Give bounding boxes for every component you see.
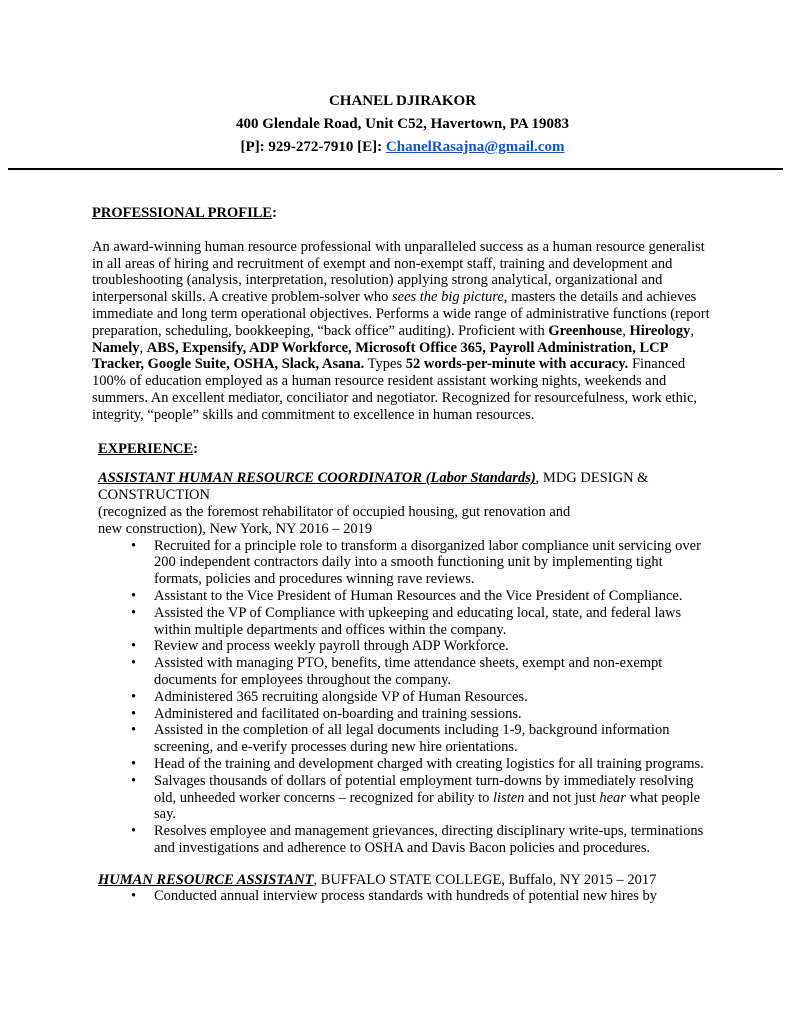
bullet-text: Assisted in the completion of all legal documents including 1-9, background information screening, and e-verify processes during new hire orientations. <box>154 722 670 756</box>
profile-heading <box>92 205 713 222</box>
bullet-item <box>131 888 713 905</box>
bullet-icon: • <box>131 688 137 705</box>
bullet-item <box>131 705 713 723</box>
job-title-line <box>98 470 713 504</box>
experience-heading-text: EXPERIENCE <box>98 440 194 457</box>
bullet-text: Head of the training and development charged with creating logistics for all training programs. <box>154 755 704 772</box>
bullet-item <box>131 823 713 857</box>
job-location-dates-line: new construction), New York, NY 2016 – 2019 <box>98 520 373 537</box>
bullet-icon: • <box>131 888 137 905</box>
job-bullet-list <box>98 538 713 857</box>
bullet-text: Administered 365 recruiting alongside VP of Human Resources. <box>154 688 528 705</box>
contact-line <box>92 136 713 159</box>
job-description-line: (recognized as the foremost rehabilitator of occupied housing, gut renovation and <box>98 503 571 520</box>
profile-paragraph: An award-winning human resource professional with unparalleled success as a human resource generalist in all areas of hiring and recruitment of exempt and non-exempt staff, training and development and troubleshooting (analysis, interpretation, resolution) applying strong analytical, organizational and interpersonal skills. A creative problem-solver who sees the big picture, masters the details and achieves immediate and long term operational objectives. Performs a wide range of administrative functions (report preparation, scheduling, bookkeeping, “back office” auditing). Proficient with Greenhouse, Hireology, Namely, ABS, Expensify, ADP Workforce, Microsoft Office 365, Payroll Administration, LCP Tracker, Google Suite, OSHA, Slack, Asana. Types 52 words-per-minute with accuracy. Financed 100% of education employed as a human resource resident assistant working nights, weekends and summers. An excellent mediator, conciliator and negotiator. Recognized for resourcefulness, work ethic, integrity, “people” skills and commitment to excellence in human resources. <box>92 238 710 423</box>
profile-section <box>92 205 713 424</box>
profile-heading-text: PROFESSIONAL PROFILE <box>92 205 273 221</box>
bullet-text: Recruited for a principle role to transform a disorganized labor compliance unit servicing over 200 independent contractors daily into a smooth functioning unit by implementing tight formats, policies and procedures winning rave reviews. <box>154 537 701 588</box>
job-title-line <box>98 872 713 889</box>
bullet-item <box>131 587 713 605</box>
job-company: , BUFFALO STATE COLLEGE, Buffalo, NY 2015 – 2017 <box>313 871 657 888</box>
candidate-name: CHANEL DJIRAKOR <box>328 93 477 109</box>
bullet-icon: • <box>131 823 137 840</box>
bullet-item <box>131 722 713 756</box>
bullet-item <box>131 772 713 823</box>
contact-prefix: [P]: 929-272-7910 [E]: <box>240 139 386 155</box>
job-title: ASSISTANT HUMAN RESOURCE COORDINATOR (Labor Standards) <box>98 470 536 487</box>
job-entry-mdg <box>98 470 713 856</box>
job-title: HUMAN RESOURCE ASSISTANT <box>98 871 314 888</box>
bullet-text: Assisted the VP of Compliance with upkeeping and educating local, state, and federal laws within multiple departments and offices within the company. <box>154 604 682 638</box>
bullet-item <box>131 537 713 588</box>
resume-header <box>92 90 713 159</box>
bullet-item <box>131 655 713 689</box>
bullet-icon: • <box>131 655 137 672</box>
bullet-icon: • <box>131 604 137 621</box>
job-bullet-list <box>98 888 713 905</box>
bullet-text: Salvages thousands of dollars of potential employment turn-downs by immediately resolving old, unheeded worker concerns – recognized for ability to listen and not just hear what people say. <box>154 772 701 823</box>
job-company: , MDG DESIGN & CONSTRUCTION <box>98 470 649 504</box>
bullet-icon: • <box>131 537 137 554</box>
bullet-icon: • <box>131 587 137 604</box>
bullet-text: Conducted annual interview process standards with hundreds of potential new hires by <box>154 888 657 905</box>
bullet-text: Assistant to the Vice President of Human Resources and the Vice President of Compliance. <box>154 587 683 604</box>
header-divider <box>8 168 783 170</box>
bullet-icon: • <box>131 638 137 655</box>
bullet-text: Assisted with managing PTO, benefits, time attendance sheets, exempt and non-exempt documents for employees throughout the company. <box>154 655 663 688</box>
bullet-item <box>131 688 713 706</box>
bullet-item <box>131 755 713 773</box>
profile-heading-colon: : <box>272 205 277 221</box>
experience-section <box>98 441 713 906</box>
experience-heading <box>98 441 713 458</box>
bullet-text: Administered and facilitated on-boarding and training sessions. <box>154 705 522 722</box>
bullet-icon: • <box>131 772 137 789</box>
bullet-item <box>131 604 713 639</box>
bullet-icon: • <box>131 705 137 722</box>
experience-heading-colon: : <box>193 440 198 457</box>
job-entry-buffalo <box>98 872 713 906</box>
email-link[interactable]: ChanelRasajna@gmail.com <box>385 139 565 155</box>
bullet-text: Review and process weekly payroll through ADP Workforce. <box>154 638 509 655</box>
bullet-item <box>131 638 713 655</box>
bullet-icon: • <box>131 722 137 739</box>
bullet-text: Resolves employee and management grievances, directing disciplinary write-ups, terminations and investigations and adherence to OSHA and Davis Bacon policies and procedures. <box>154 823 704 856</box>
candidate-address: 400 Glendale Road, Unit C52, Havertown, PA 19083 <box>235 116 570 132</box>
bullet-icon: • <box>131 755 137 772</box>
